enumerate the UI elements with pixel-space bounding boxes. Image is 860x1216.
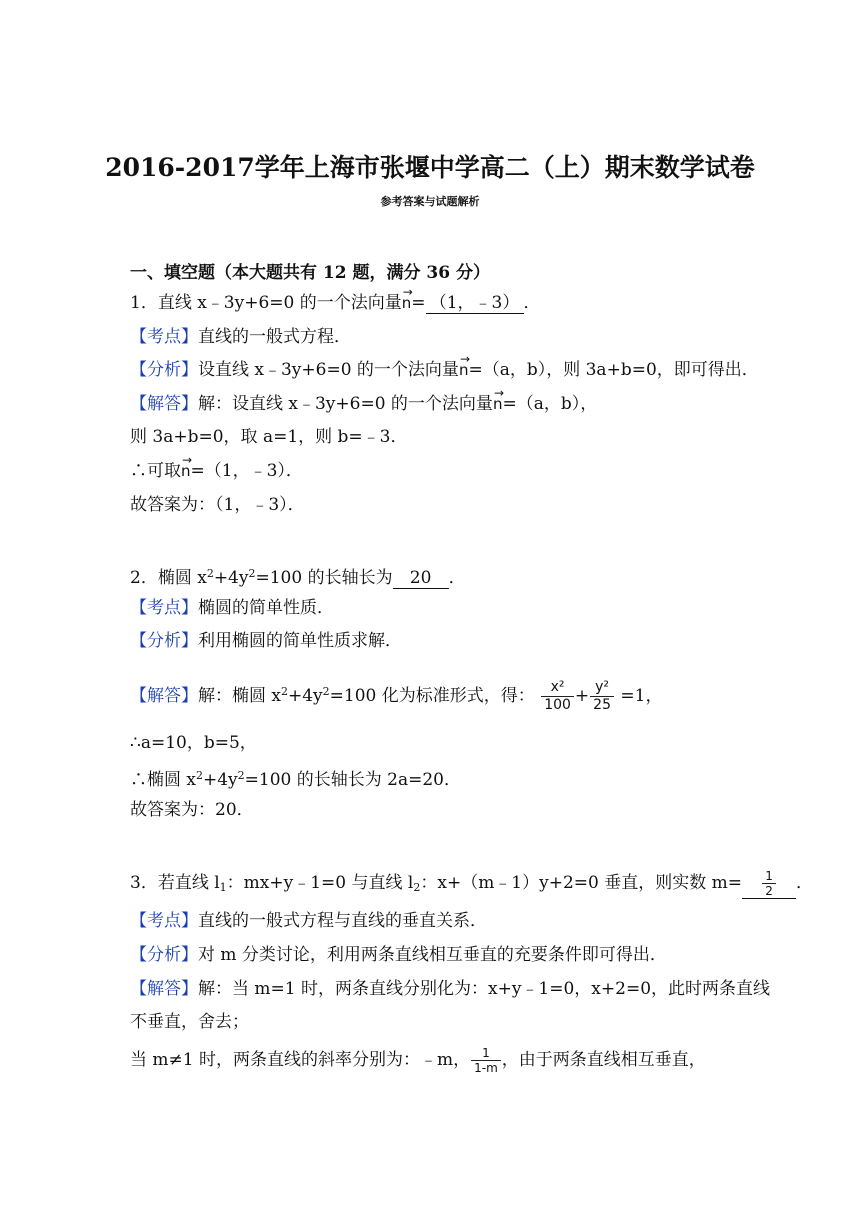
q2-jieda-d: =1， bbox=[615, 686, 663, 706]
tag-kaodian: 【考点】 bbox=[130, 911, 198, 931]
frac-denominator: 1-m bbox=[474, 1061, 498, 1075]
q2-sup: 2 bbox=[206, 567, 214, 580]
q1-line3 bbox=[130, 459, 303, 483]
q1-answer-blank: （1，﹣3） bbox=[426, 293, 524, 314]
q2-fenxi bbox=[130, 629, 402, 653]
q1-equals: = bbox=[411, 293, 426, 313]
q3-answer-blank bbox=[742, 869, 796, 899]
q1-jieda-text-b: =（a，b）， bbox=[502, 394, 598, 414]
q3-kaodian bbox=[130, 909, 487, 933]
q3-jieda-a: 解：当 m=1 时，两条直线分别化为：x+y﹣1=0，x+2=0，此时两条直线 bbox=[198, 979, 771, 999]
q2-answer-blank: 20 bbox=[393, 568, 449, 589]
q2-line2: ∴a=10，b=5， bbox=[130, 733, 257, 753]
q2-jieda-c: =100 化为标准形式，得： bbox=[329, 686, 535, 706]
q2-jieda-b: +4y bbox=[288, 686, 323, 706]
q1-final-answer: 故答案为：（1，﹣3）． bbox=[130, 495, 305, 515]
q2-sup: 2 bbox=[237, 769, 245, 782]
q1-line3-b: =（1，﹣3）． bbox=[190, 461, 303, 481]
q2-line3-b: +4y bbox=[203, 770, 238, 790]
q1-line3-a: ∴可取 bbox=[130, 461, 181, 481]
q2-sup: 2 bbox=[248, 567, 256, 580]
section-heading: 一、填空题（本大题共有 12 题，满分 36 分） bbox=[130, 263, 490, 283]
vector-n-symbol: → n bbox=[459, 359, 469, 377]
q3-jieda bbox=[130, 977, 770, 1001]
q2-fenxi-text: 利用椭圆的简单性质求解． bbox=[198, 631, 402, 651]
q3-sub2: 2 bbox=[413, 881, 421, 894]
q3-fenxi bbox=[130, 943, 667, 967]
q1-fenxi-text-a: 设直线 x﹣3y+6=0 的一个法向量 bbox=[198, 360, 459, 380]
frac-denominator: 2 bbox=[765, 884, 773, 898]
q3-line3 bbox=[130, 1040, 706, 1080]
q3-stem-a: 3．若直线 l bbox=[130, 873, 220, 893]
tag-fenxi: 【分析】 bbox=[130, 360, 198, 380]
q2-stem bbox=[130, 562, 466, 590]
q2-final-answer: 故答案为：20． bbox=[130, 800, 254, 820]
vector-n-symbol: → n bbox=[402, 292, 412, 310]
q1-line2: 则 3a+b=0，取 a=1，则 b=﹣3． bbox=[130, 427, 408, 447]
q1-stem bbox=[130, 291, 541, 315]
frac-denominator: 25 bbox=[593, 697, 611, 713]
page-subtitle: 参考答案与试题解析 bbox=[380, 195, 480, 208]
fraction-x2-over-100 bbox=[541, 679, 574, 714]
q2-jieda-a: 解：椭圆 x bbox=[198, 686, 281, 706]
q3-line3-a: 当 m≠1 时，两条直线的斜率分别为：﹣m， bbox=[130, 1050, 471, 1070]
q2-stem-a: 2．椭圆 x bbox=[130, 568, 207, 588]
plus-sign: + bbox=[574, 686, 590, 706]
q3-end: ． bbox=[796, 873, 814, 893]
q1-stem-text: 1．直线 x﹣3y+6=0 的一个法向量 bbox=[130, 293, 402, 313]
vector-n-symbol: → n bbox=[181, 460, 191, 478]
frac-numerator: x² bbox=[550, 679, 565, 695]
q3-stem-b: ：mx+y﹣1=0 与直线 l bbox=[226, 873, 414, 893]
tag-fenxi: 【分析】 bbox=[130, 631, 198, 651]
q2-end: ． bbox=[448, 568, 466, 588]
q3-jieda-continued: 不垂直，舍去； bbox=[130, 1012, 249, 1032]
q1-jieda bbox=[130, 392, 597, 416]
q2-sup: 2 bbox=[281, 685, 288, 698]
q1-end: ． bbox=[523, 293, 541, 313]
frac-denominator: 100 bbox=[544, 697, 571, 713]
q2-kaodian-text: 椭圆的简单性质． bbox=[198, 598, 334, 618]
q2-sup: 2 bbox=[322, 685, 330, 698]
tag-kaodian: 【考点】 bbox=[130, 598, 198, 618]
q2-sup: 2 bbox=[196, 769, 203, 782]
q2-line3 bbox=[130, 764, 461, 792]
q2-line3-c: =100 的长轴长为 2a=20． bbox=[244, 770, 461, 790]
q1-kaodian-text: 直线的一般式方程． bbox=[198, 327, 351, 347]
tag-jieda: 【解答】 bbox=[130, 686, 198, 706]
page-title: 2016-2017学年上海市张堰中学高二（上）期末数学试卷 bbox=[105, 153, 755, 182]
frac-numerator: 1 bbox=[482, 1046, 490, 1060]
q2-stem-c: =100 的长轴长为 bbox=[255, 568, 393, 588]
fraction-1-over-1-minus-m bbox=[471, 1046, 501, 1075]
q2-kaodian bbox=[130, 596, 334, 620]
q1-fenxi-text-b: =（a，b），则 3a+b=0，即可得出． bbox=[468, 360, 759, 380]
fraction-one-half bbox=[762, 869, 776, 898]
vector-n-symbol: → n bbox=[493, 393, 503, 411]
tag-kaodian: 【考点】 bbox=[130, 327, 198, 347]
q2-line3-a: ∴椭圆 x bbox=[130, 770, 196, 790]
q3-stem bbox=[130, 869, 813, 900]
frac-numerator: y² bbox=[595, 679, 610, 695]
q1-fenxi bbox=[130, 358, 759, 382]
q2-jieda bbox=[130, 672, 662, 716]
frac-numerator: 1 bbox=[765, 869, 773, 883]
q3-sub1: 1 bbox=[219, 881, 227, 894]
q3-fenxi-text: 对 m 分类讨论，利用两条直线相互垂直的充要条件即可得出． bbox=[198, 945, 667, 965]
q1-kaodian bbox=[130, 325, 351, 349]
fraction-y2-over-25 bbox=[590, 679, 614, 714]
tag-jieda: 【解答】 bbox=[130, 394, 198, 414]
tag-jieda: 【解答】 bbox=[130, 979, 198, 999]
q1-jieda-text-a: 解：设直线 x﹣3y+6=0 的一个法向量 bbox=[198, 394, 493, 414]
q2-stem-b: +4y bbox=[213, 568, 249, 588]
q3-stem-c: ：x+（m﹣1）y+2=0 垂直，则实数 m= bbox=[420, 873, 743, 893]
q3-kaodian-text: 直线的一般式方程与直线的垂直关系． bbox=[198, 911, 487, 931]
q3-line3-b: ，由于两条直线相互垂直， bbox=[501, 1050, 706, 1070]
tag-fenxi: 【分析】 bbox=[130, 945, 198, 965]
